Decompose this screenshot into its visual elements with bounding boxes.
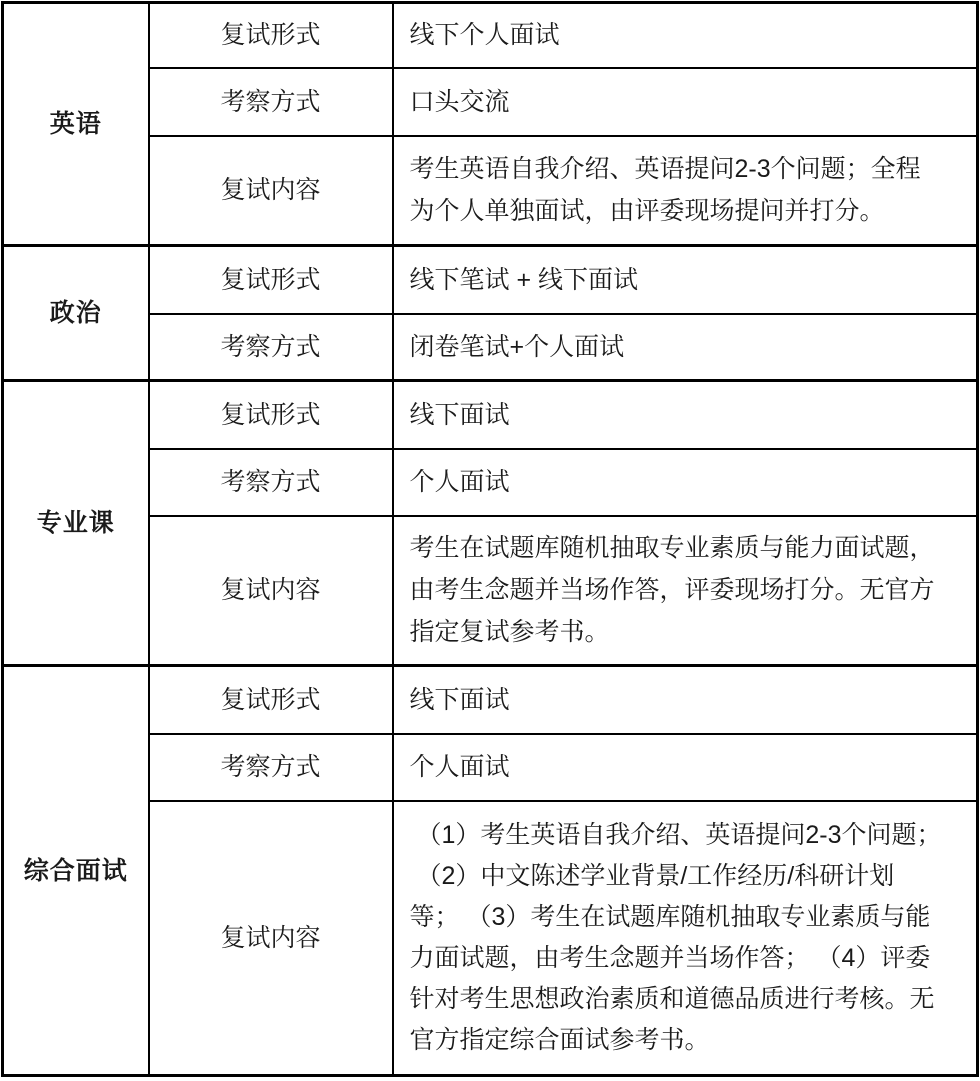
row-label: 复试内容 [149, 136, 393, 246]
row-value [393, 314, 978, 381]
row-value [393, 449, 978, 516]
value-line: 力面试题，由考生念题并当场作答； （4）评委 [409, 943, 931, 972]
row-label: 考察方式 [149, 449, 393, 516]
section-comprehensive-interview [3, 666, 978, 1076]
section-english [3, 3, 978, 246]
subject-cell-comprehensive-interview: 综合面试 [3, 666, 149, 1076]
value-line: 指定复试参考书。 [409, 618, 610, 647]
value-line: 线下面试 [409, 400, 510, 429]
row-value [393, 68, 978, 136]
row-value [393, 3, 978, 68]
subject-cell-major-course: 专业课 [3, 381, 149, 666]
value-line: 由考生念题并当场作答，评委现场打分。无官方 [409, 576, 935, 605]
value-line: 考生在试题库随机抽取专业素质与能力面试题， [409, 534, 935, 563]
row-label: 考察方式 [149, 314, 393, 381]
value-line: 考生英语自我介绍、英语提问2-3个问题；全程 [409, 155, 921, 184]
row-label: 考察方式 [149, 68, 393, 136]
row-label: 复试形式 [149, 381, 393, 449]
row-value [393, 381, 978, 449]
row-label: 复试内容 [149, 801, 393, 1076]
value-line: 线下面试 [409, 685, 510, 714]
row-value [393, 666, 978, 734]
subject-cell-english: 英语 [3, 3, 149, 246]
value-line: 官方指定综合面试参考书。 [409, 1025, 710, 1054]
section-major-course [3, 381, 978, 666]
row-value [393, 801, 978, 1076]
value-line: 个人面试 [409, 468, 510, 496]
value-line: （1）考生英语自我介绍、英语提问2-3个问题； [409, 820, 942, 849]
section-politics [3, 246, 978, 381]
subject-cell-politics: 政治 [3, 246, 149, 381]
row-label: 复试内容 [149, 516, 393, 666]
value-line: 为个人单独面试，由评委现场提问并打分。 [409, 197, 885, 226]
value-line: 等； （3）考生在试题库随机抽取专业素质与能 [409, 902, 931, 931]
row-value [393, 136, 978, 246]
row-label: 考察方式 [149, 734, 393, 801]
row-value [393, 246, 978, 314]
retest-format-table [1, 1, 979, 1077]
value-line: 线下个人面试 [409, 21, 560, 50]
row-value [393, 516, 978, 666]
value-line: 闭卷笔试+个人面试 [409, 332, 625, 361]
value-line: 个人面试 [409, 753, 510, 781]
value-line: 口头交流 [409, 87, 510, 116]
value-line: （2）中文陈述学业背景/工作经历/科研计划 [409, 861, 895, 890]
value-line: 线下笔试 + 线下面试 [409, 265, 638, 294]
row-label: 复试形式 [149, 246, 393, 314]
row-label: 复试形式 [149, 3, 393, 68]
row-label: 复试形式 [149, 666, 393, 734]
value-line: 针对考生思想政治素质和道德品质进行考核。无 [409, 984, 935, 1013]
row-value [393, 734, 978, 801]
